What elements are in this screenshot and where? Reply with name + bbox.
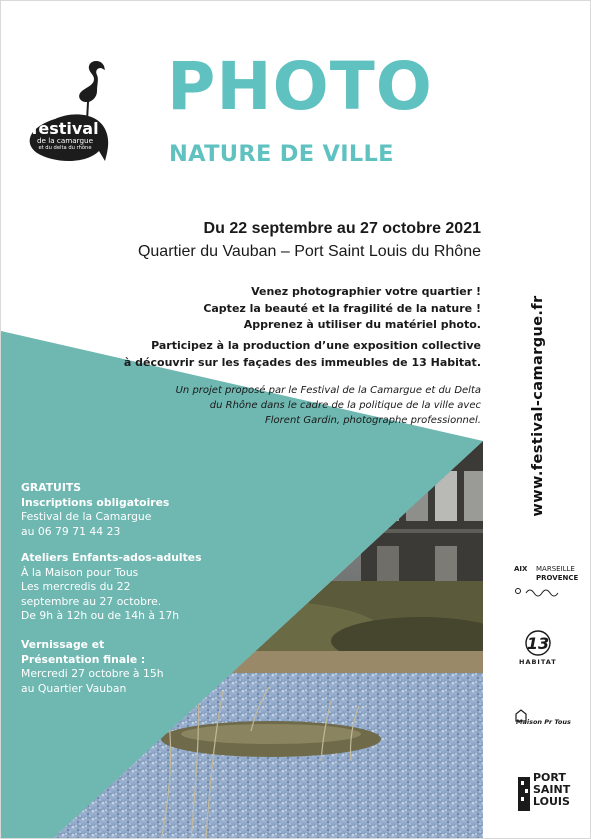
- festival-logo-text: [25, 120, 105, 152]
- partner-logo-port-saint-louis: [506, 771, 578, 817]
- partner-logo-maison-pour-tous: [506, 708, 578, 732]
- workshops-line: Les mercredis du 22: [21, 580, 131, 593]
- partner-logo-13-habitat: [506, 629, 578, 669]
- 13-habitat-icon: [518, 629, 558, 657]
- workshops-title: Ateliers Enfants-ados-adultes: [21, 551, 202, 564]
- logo-line-2: de la camargue: [36, 136, 94, 145]
- svg-text:13: 13: [526, 634, 550, 653]
- pitch-line: Captez la beauté et la fragilité de la nature !: [203, 301, 481, 315]
- logo-line-3: et du delta du rhône: [38, 145, 92, 151]
- port-text-2: SAINT: [533, 783, 571, 796]
- info-phone: au 06 79 71 44 23: [21, 524, 121, 538]
- aix-wave-icon: [514, 585, 574, 597]
- info-registration-required: Inscriptions obligatoires: [21, 495, 170, 509]
- project-credit: [176, 383, 481, 428]
- mpt-text: Maison Pr Tous: [516, 718, 571, 726]
- opening-title-2: Présentation finale :: [21, 652, 146, 666]
- event-dates: Du 22 septembre au 27 octobre 2021: [203, 220, 481, 237]
- opening-line: au Quartier Vauban: [21, 681, 127, 695]
- event-place: Quartier du Vauban – Port Saint Louis du Rhône: [137, 243, 481, 260]
- workshops-line: septembre au 27 octobre.: [21, 594, 162, 608]
- logo-line-1: festival: [31, 119, 99, 138]
- title-photo: PHOTO: [167, 48, 433, 125]
- aix-text-3: PROVENCE: [536, 574, 579, 582]
- info-organiser: Festival de la Camargue: [21, 510, 152, 523]
- poster-title: [167, 49, 467, 125]
- opening-line: Mercredi 27 octobre à 15h: [21, 667, 164, 680]
- title-subtitle: NATURE DE VILLE: [169, 141, 394, 167]
- habitat-text: HABITAT: [519, 658, 557, 666]
- opening-title-1: Vernissage et: [21, 638, 105, 651]
- info-opening: [21, 638, 164, 696]
- info-registration: [21, 481, 169, 539]
- info-free: GRATUITS: [21, 481, 81, 494]
- exposition-block: [124, 338, 481, 371]
- lighthouse-icon: [516, 773, 532, 813]
- website-link[interactable]: www.festival-camargue.fr: [530, 295, 546, 517]
- partner-logo-aix-marseille-provence: [506, 563, 578, 599]
- expo-line: à découvrir sur les façades des immeubles de 13 Habitat.: [123, 355, 481, 369]
- port-text-3: LOUIS: [533, 795, 570, 808]
- credit-line: Un projet proposé par le Festival de la Camargue et du Delta: [175, 385, 481, 396]
- flamingo-icon: [79, 61, 105, 121]
- port-text-1: PORT: [533, 771, 566, 784]
- pitch-line: Venez photographier votre quartier !: [251, 285, 481, 298]
- info-workshops: [21, 551, 202, 624]
- workshops-line: De 9h à 12h ou de 14h à 17h: [21, 609, 180, 622]
- credit-line: du Rhône dans le cadre de la politique de la ville avec: [209, 400, 481, 411]
- workshops-line: À la Maison pour Tous: [21, 565, 139, 579]
- website-vertical: [528, 295, 548, 517]
- aix-text-2: MARSEILLE: [536, 565, 575, 573]
- expo-line: Participez à la production d’une exposition collective: [151, 339, 481, 352]
- aix-text-1: AIX: [514, 565, 528, 573]
- credit-line: Florent Gardin, photographe professionnel.: [265, 415, 481, 426]
- pitch-block: [203, 284, 481, 334]
- pitch-line: Apprenez à utiliser du matériel photo.: [243, 318, 481, 331]
